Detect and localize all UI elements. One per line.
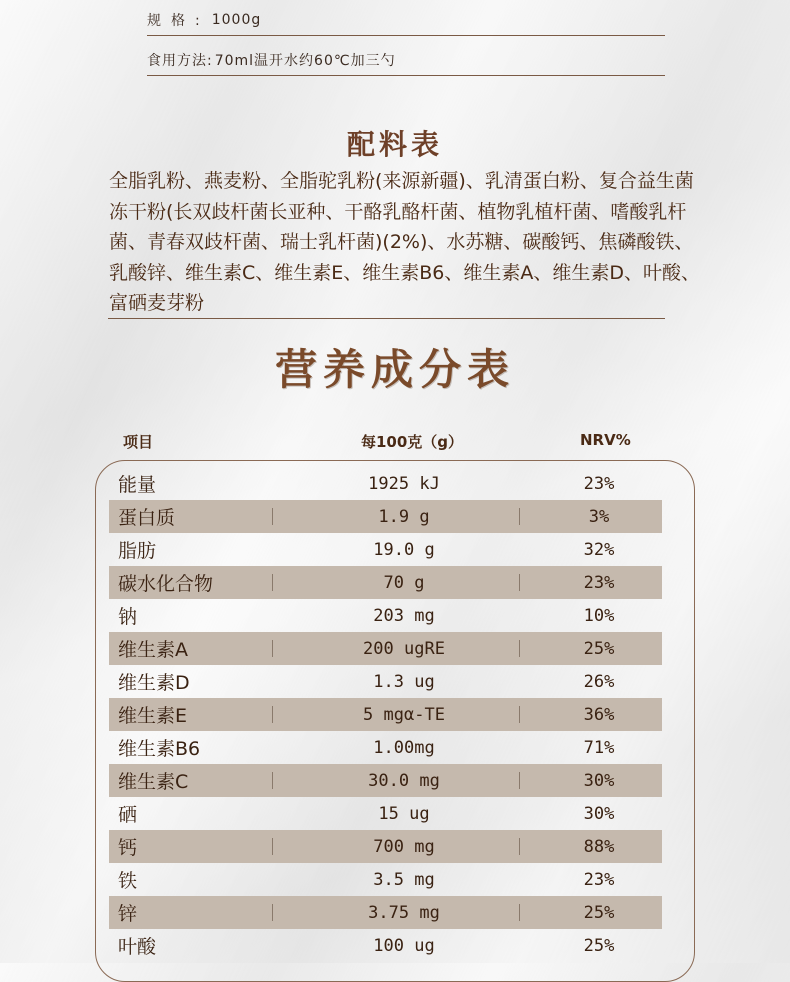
nutrient-nrv: 3% — [588, 506, 610, 527]
nutrient-nrv: 30% — [583, 803, 615, 824]
nutrition-header — [0, 428, 790, 452]
nutrient-value: 1.9 g — [378, 506, 430, 527]
nutrient-name: 维生素D — [118, 672, 190, 694]
nutrient-value: 15 ug — [378, 803, 430, 824]
nutrient-nrv: 25% — [583, 902, 615, 923]
nutrient-name: 钙 — [118, 837, 138, 859]
nutrient-nrv: 71% — [583, 737, 615, 758]
nutrient-nrv: 23% — [583, 572, 615, 593]
table-row — [109, 500, 662, 533]
table-row — [109, 764, 662, 797]
table-row — [109, 797, 662, 830]
nutrient-name: 维生素A — [118, 639, 188, 661]
spec-row-usage — [147, 45, 665, 76]
column-separator — [272, 574, 273, 591]
column-separator — [272, 838, 273, 855]
column-separator — [272, 640, 273, 657]
column-separator — [272, 904, 273, 921]
nutrient-nrv: 30% — [583, 770, 615, 791]
nutrient-name: 锌 — [118, 903, 138, 925]
nutrient-name: 维生素E — [118, 705, 188, 727]
column-separator — [519, 772, 520, 789]
nutrient-nrv: 23% — [583, 869, 615, 890]
table-row — [109, 698, 662, 731]
nutrient-value: 1.00mg — [373, 737, 435, 758]
nutrient-nrv: 36% — [583, 704, 615, 725]
nutrient-value: 1925 kJ — [368, 473, 440, 494]
column-separator — [519, 706, 520, 723]
column-separator — [519, 640, 520, 657]
ingredients-title: 配料表 — [346, 128, 443, 161]
ingredients-text: 全脂乳粉、燕麦粉、全脂驼乳粉(来源新疆)、乳清蛋白粉、复合益生菌冻干粉(长双歧杆菌长亚种、干酪乳酪杆菌、植物乳植杆菌、嗜酸乳杆菌、青春双歧杆菌、瑞士乳杆菌)(2%)、水苏糖、碳酸钙、焦磷酸铁、乳酸锌、维生素C、维生素E、维生素B6、维生素A、维生素D、叶酸、富硒麦芽粉 — [109, 170, 701, 314]
nutrient-nrv: 25% — [583, 935, 615, 956]
nutrient-name: 铁 — [118, 870, 138, 892]
table-row — [109, 632, 662, 665]
nutrient-value: 100 ug — [373, 935, 435, 956]
table-row — [109, 896, 662, 929]
nutrient-name: 维生素B6 — [118, 738, 201, 760]
nutrient-name: 钠 — [118, 606, 138, 628]
column-separator — [272, 772, 273, 789]
nutrition-table — [109, 467, 662, 962]
column-separator — [519, 574, 520, 591]
nutrient-value: 5 mgα-TE — [363, 704, 445, 725]
nutrient-nrv: 10% — [583, 605, 615, 626]
table-row — [109, 863, 662, 896]
nutrient-value: 1.3 ug — [373, 671, 435, 692]
table-row — [109, 665, 662, 698]
nutrient-name: 叶酸 — [118, 936, 157, 958]
table-row — [109, 830, 662, 863]
nutrient-nrv: 88% — [583, 836, 615, 857]
nutrient-value: 19.0 g — [373, 539, 435, 560]
nutrient-name: 碳水化合物 — [118, 573, 214, 595]
header-nrv: NRV% — [580, 431, 631, 449]
spec-label: 规格: — [147, 13, 210, 29]
header-per100: 每100克（g） — [361, 433, 464, 451]
nutrition-title: 营养成分表 — [274, 345, 515, 394]
nutrient-value: 3.5 mg — [373, 869, 435, 890]
column-separator — [519, 508, 520, 525]
column-separator — [519, 904, 520, 921]
table-row — [109, 929, 662, 962]
table-row — [109, 467, 662, 500]
nutrient-value: 3.75 mg — [368, 902, 440, 923]
column-separator — [519, 838, 520, 855]
table-row — [109, 566, 662, 599]
nutrient-value: 30.0 mg — [368, 770, 440, 791]
nutrient-value: 203 mg — [373, 605, 435, 626]
nutrient-nrv: 26% — [583, 671, 615, 692]
nutrient-name: 能量 — [118, 474, 157, 496]
nutrient-name: 维生素C — [118, 771, 189, 793]
column-separator — [272, 706, 273, 723]
column-separator — [272, 508, 273, 525]
nutrient-value: 700 mg — [373, 836, 435, 857]
table-row — [109, 533, 662, 566]
spec-value: 70ml温开水约60℃加三勺 — [214, 53, 396, 69]
divider — [108, 318, 665, 319]
nutrient-value: 200 ugRE — [363, 638, 445, 659]
nutrient-name: 蛋白质 — [118, 507, 176, 529]
nutrient-name: 硒 — [118, 804, 138, 826]
table-row — [109, 731, 662, 764]
header-item: 项目 — [123, 433, 154, 451]
nutrient-value: 70 g — [383, 572, 425, 593]
spec-label: 食用方法: — [147, 53, 213, 69]
nutrient-name: 脂肪 — [118, 540, 157, 562]
spec-row-size — [147, 5, 665, 36]
nutrient-nrv: 25% — [583, 638, 615, 659]
spec-value: 1000g — [211, 12, 262, 28]
nutrient-nrv: 32% — [583, 539, 615, 560]
table-row — [109, 599, 662, 632]
nutrient-nrv: 23% — [583, 473, 615, 494]
